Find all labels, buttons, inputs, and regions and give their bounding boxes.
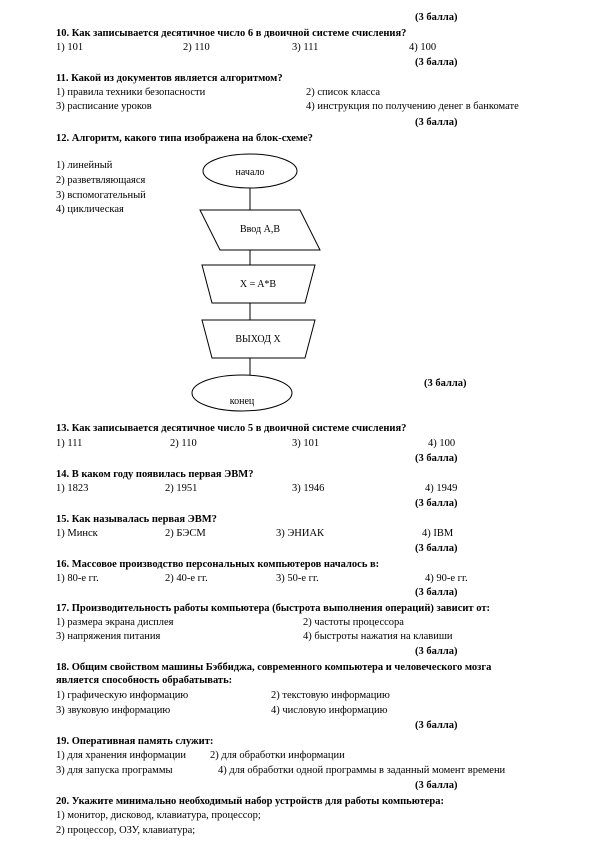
question-19: 19. Оперативная память служит: (56, 736, 214, 747)
q18-option-1: 1) графическую информацию (56, 690, 189, 701)
points-label: (3 балла) (415, 646, 458, 657)
q15-option-1: 1) Минск (56, 528, 98, 539)
q11-option-3: 3) расписание уроков (56, 101, 152, 112)
question-13: 13. Как записывается десятичное число 5 в двоичной системе счисления? (56, 423, 407, 434)
points-label: (3 балла) (415, 543, 458, 554)
q14-option-2: 2) 1951 (165, 483, 198, 494)
q10-option-3: 3) 111 (292, 42, 319, 53)
q17-option-4: 4) быстроты нажатия на клавиши (303, 631, 453, 642)
q19-option-2: 2) для обработки информации (210, 750, 345, 761)
q19-option-3: 3) для запуска программы (56, 765, 173, 776)
q10-option-1: 1) 101 (56, 42, 84, 53)
q14-option-1: 1) 1823 (56, 483, 89, 494)
q12-option-2: 2) разветвляющаяся (56, 175, 146, 186)
question-10: 10. Как записывается десятичное число 6 в двоичной системе счисления? (56, 28, 407, 39)
q13-option-2: 2) 110 (170, 438, 197, 449)
q19-option-4: 4) для обработки одной программы в заданный момент времени (218, 765, 506, 776)
points-label: (3 балла) (415, 498, 458, 509)
q14-option-4: 4) 1949 (425, 483, 458, 494)
q10-option-4: 4) 100 (409, 42, 437, 53)
question-14: 14. В каком году появилась первая ЭВМ? (56, 469, 254, 480)
q13-option-1: 1) 111 (56, 438, 83, 449)
q15-option-4: 4) IBM (422, 528, 454, 539)
q11-option-1: 1) правила техники безопасности (56, 87, 206, 98)
q11-option-4: 4) инструкция по получению денег в банкомате (306, 101, 519, 112)
points-label: (3 балла) (415, 780, 458, 791)
flowchart-diagram (180, 150, 330, 415)
points-label: (3 балла) (415, 720, 458, 731)
flowchart-end-label: конец (229, 396, 255, 407)
q14-option-3: 3) 1946 (292, 483, 325, 494)
q15-option-3: 3) ЭНИАК (276, 528, 325, 539)
flowchart-input-label: Ввод A,B (239, 224, 281, 235)
q20-option-1: 1) монитор, дисковод, клавиатура, процессор; (56, 810, 261, 821)
q16-option-1: 1) 80-е гг. (56, 573, 99, 584)
points-label: (3 балла) (415, 117, 458, 128)
q13-option-4: 4) 100 (428, 438, 456, 449)
q16-option-4: 4) 90-е гг. (425, 573, 468, 584)
q16-option-2: 2) 40-е гг. (165, 573, 208, 584)
question-20: 20. Укажите минимально необходимый набор устройств для работы компьютера: (56, 796, 444, 807)
q18-option-3: 3) звуковую информацию (56, 705, 171, 716)
q17-option-3: 3) напряжения питания (56, 631, 161, 642)
question-18-continued: является способность обрабатывать: (56, 675, 233, 686)
q18-option-2: 2) текстовую информацию (271, 690, 390, 701)
q12-option-4: 4) циклическая (56, 204, 124, 215)
q19-option-1: 1) для хранения информации (56, 750, 187, 761)
points-label: (3 балла) (415, 57, 458, 68)
q18-option-4: 4) числовую информацию (271, 705, 388, 716)
q15-option-2: 2) БЭСМ (165, 528, 206, 539)
question-11: 11. Какой из документов является алгоритмом? (56, 73, 283, 84)
q11-option-2: 2) список класса (306, 87, 381, 98)
q16-option-3: 3) 50-е гг. (276, 573, 319, 584)
q17-option-1: 1) размера экрана дисплея (56, 617, 174, 628)
points-label: (3 балла) (415, 12, 458, 23)
question-15: 15. Как называлась первая ЭВМ? (56, 514, 217, 525)
q12-option-1: 1) линейный (56, 160, 113, 171)
q10-option-2: 2) 110 (183, 42, 210, 53)
question-12: 12. Алгоритм, какого типа изображена на блок-схеме? (56, 133, 313, 144)
question-17: 17. Производительность работы компьютера (быстрота выполнения операций) зависит от: (56, 603, 490, 614)
flowchart-start-label: начало (235, 167, 265, 178)
question-18: 18. Общим свойством машины Бэббиджа, современного компьютера и человеческого мозга (56, 662, 492, 673)
flowchart-process-label: X = A*B (239, 279, 277, 290)
q20-option-2: 2) процессор, ОЗУ, клавиатура; (56, 825, 196, 836)
points-label: (3 балла) (415, 587, 458, 598)
question-16: 16. Массовое производство персональных компьютеров началось в: (56, 559, 380, 570)
q13-option-3: 3) 101 (292, 438, 320, 449)
points-label: (3 балла) (424, 378, 467, 389)
q17-option-2: 2) частоты процессора (303, 617, 404, 628)
points-label: (3 балла) (415, 453, 458, 464)
q12-option-3: 3) вспомогательный (56, 190, 146, 201)
flowchart-output-label: ВЫХОД X (235, 334, 281, 345)
